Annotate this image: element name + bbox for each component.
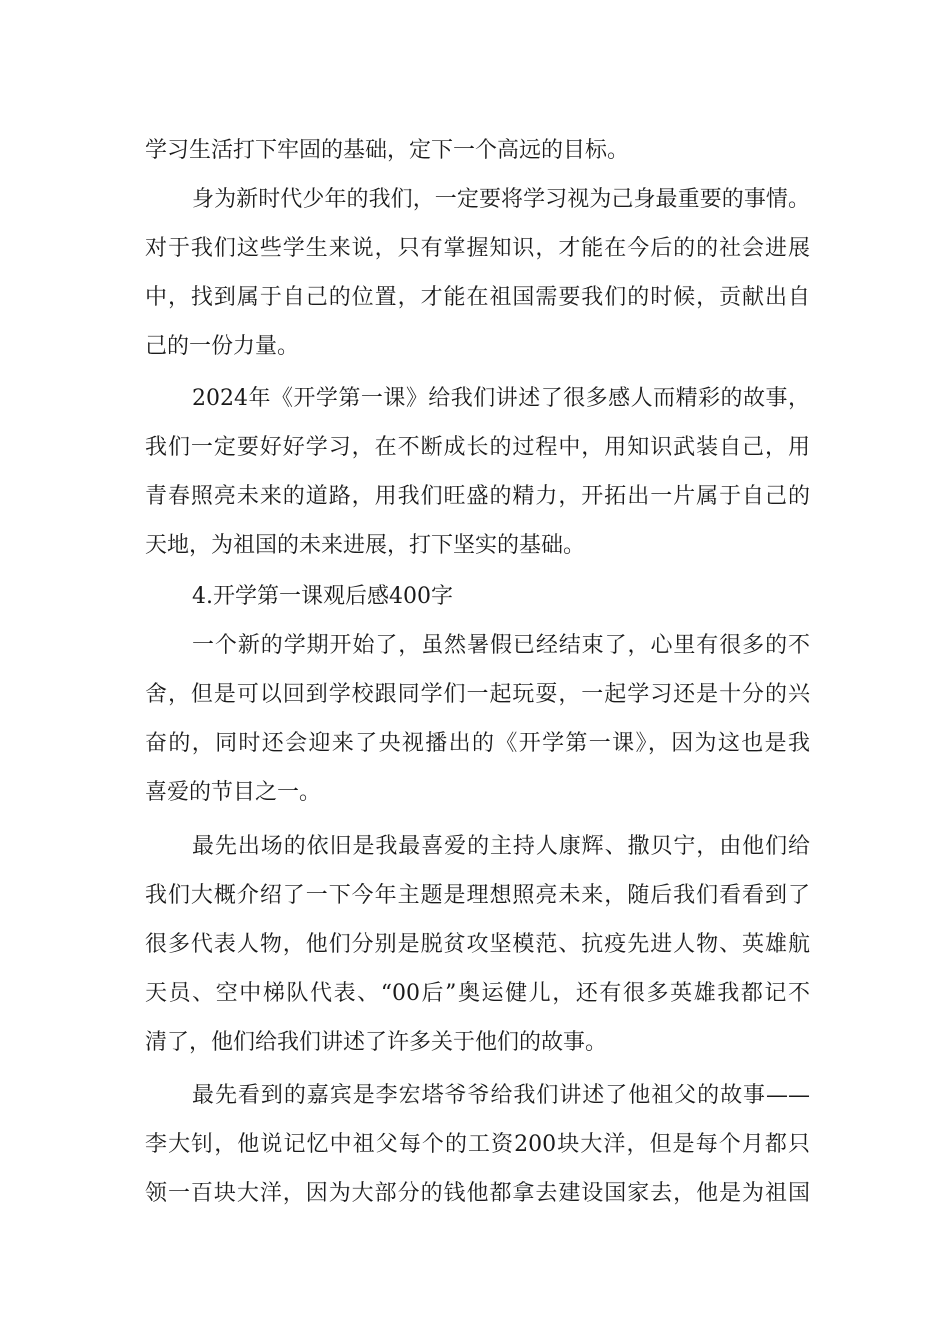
text-line: 领一百块大洋，因为大部分的钱他都拿去建设国家去，他是为祖国: [145, 1181, 810, 1206]
text-line: 一个新的学期开始了，虽然暑假已经结束了，心里有很多的不: [192, 633, 810, 658]
section-heading: 4.开学第一课观后感400字: [192, 584, 453, 609]
text-line: 李大钊，他说记忆中祖父每个的工资200块大洋，但是每个月都只: [145, 1132, 810, 1157]
text-line: 青春照亮未来的道路，用我们旺盛的精力，开拓出一片属于自己的: [145, 484, 810, 509]
text-line: 己的一份力量。: [145, 334, 300, 359]
text-line: 中，找到属于自己的位置，才能在祖国需要我们的时候，贡献出自: [145, 285, 810, 310]
text-line: 我们一定要好好学习，在不断成长的过程中，用知识武装自己，用: [145, 435, 810, 460]
text-line: 身为新时代少年的我们，一定要将学习视为己身最重要的事情。: [192, 187, 810, 212]
text-line: 舍，但是可以回到学校跟同学们一起玩耍，一起学习还是十分的兴: [145, 682, 810, 707]
text-line: 喜爱的节目之一。: [145, 780, 322, 805]
text-line: 最先看到的嘉宾是李宏塔爷爷给我们讲述了他祖父的故事——: [192, 1083, 810, 1108]
text-line: 奋的，同时还会迎来了央视播出的《开学第一课》，因为这也是我: [145, 731, 810, 756]
text-line: 学习生活打下牢固的基础，定下一个高远的目标。: [145, 138, 630, 163]
text-line: 最先出场的依旧是我最喜爱的主持人康辉、撒贝宁，由他们给: [192, 834, 810, 859]
text-line: 很多代表人物，他们分别是脱贫攻坚模范、抗疫先进人物、英雄航: [145, 932, 810, 957]
text-line: 我们大概介绍了一下今年主题是理想照亮未来，随后我们看看到了: [145, 883, 810, 908]
text-line: 天地，为祖国的未来进展，打下坚实的基础。: [145, 533, 586, 558]
text-line: 对于我们这些学生来说，只有掌握知识，才能在今后的的社会进展: [145, 236, 810, 261]
text-line: 清了，他们给我们讲述了许多关于他们的故事。: [145, 1030, 608, 1055]
text-line: 天员、空中梯队代表、“00后”奥运健儿，还有很多英雄我都记不: [145, 981, 810, 1006]
text-line: 2024年《开学第一课》给我们讲述了很多感人而精彩的故事，: [192, 386, 810, 411]
